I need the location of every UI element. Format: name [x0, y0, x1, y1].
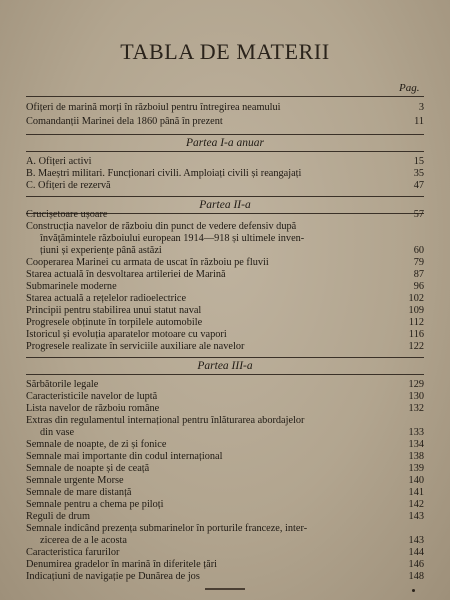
toc-entry: Cooperarea Marinei cu armata de uscat în războiu pe fluvii 79 — [26, 257, 424, 268]
toc-entry: Istoricul și evoluția aparatelor motoare cu vapori 116 — [26, 329, 424, 340]
toc-entry: Progresele realizate în serviciile auxiliare ale navelor 122 — [26, 341, 424, 352]
divider — [26, 134, 424, 135]
toc-entry: Caracteristica farurilor 144 — [26, 547, 424, 558]
toc-entry: Principii pentru stabilirea unui statut naval 109 — [26, 305, 424, 316]
page-title: TABLA DE MATERII — [120, 39, 330, 64]
toc-entry: țiuni și experiențe până astăzi 60 — [40, 245, 424, 256]
divider — [26, 357, 424, 358]
toc-entry: Lista navelor de războiu române 132 — [26, 403, 424, 414]
toc-entry: Extras din regulamentul internațional pentru înlăturarea abordajelor — [26, 415, 305, 426]
toc-entry: Indicațiuni de navigație pe Dunărea de jos 148 — [26, 571, 424, 582]
part-heading: Partea II-a — [199, 199, 251, 211]
toc-entry: zicerea de a le acosta 143 — [40, 535, 424, 546]
toc-entry: Construcția navelor de războiu din punct de vedere defensiv după — [26, 221, 297, 232]
toc-entry: Reguli de drum 143 — [26, 511, 424, 522]
part-heading: Partea I-a anuar — [186, 137, 264, 149]
toc-entry: Starea actuală în desvoltarea artileriei de Marină 87 — [26, 269, 424, 280]
toc-entry: Progresele obținute în torpilele automobile 112 — [26, 317, 424, 328]
part-heading: Partea III-a — [197, 360, 253, 372]
page-column-header: Pag. — [399, 82, 420, 94]
toc-entry: A. Ofițeri activi 15 — [26, 156, 424, 167]
toc-entry: Sărbătorile legale 129 — [26, 379, 424, 390]
toc-entry: Ofițeri de marină morți în războiul pentru întregirea neamului 3 — [26, 102, 424, 113]
divider — [26, 196, 424, 197]
toc-entry: din vase 133 — [40, 427, 424, 438]
toc-entry: Submarinele moderne 96 — [26, 281, 424, 292]
toc-entry: învățămintele războiului european 1914—918 și ultimele inven- — [40, 233, 305, 244]
toc-entry: Semnale urgente Morse 140 — [26, 475, 424, 486]
toc-entry: Caracteristicile navelor de luptă 130 — [26, 391, 424, 402]
divider — [26, 96, 424, 97]
toc-entry: Semnale mai importante din codul internațional 138 — [26, 451, 424, 462]
toc-entry: Starea actuală a rețelelor radioelectrice 102 — [26, 293, 424, 304]
toc-entry: Crucișetoare ușoare 57 — [26, 209, 424, 220]
divider — [26, 151, 424, 152]
toc-entry: Comandanții Marinei dela 1860 până în prezent 11 — [26, 116, 424, 127]
toc-entry: Denumirea gradelor în marină în diferitele țări 146 — [26, 559, 424, 570]
divider — [26, 374, 424, 375]
closing-ornament — [205, 588, 245, 590]
toc-entry: C. Ofițeri de rezervă 47 — [26, 180, 424, 191]
toc-entry: Semnale de mare distanță 141 — [26, 487, 424, 498]
toc-entry: B. Maeștri militari. Funcționari civili. Amploiați civili și reangajați 35 — [26, 168, 424, 179]
print-mark — [412, 589, 415, 592]
toc-entry: Semnale de noapte și de ceață 139 — [26, 463, 424, 474]
toc-entry: Semnale pentru a chema pe piloți 142 — [26, 499, 424, 510]
toc-entry: Semnale indicând prezența submarinelor în porturile franceze, inter- — [26, 523, 308, 534]
toc-entry: Semnale de noapte, de zi și fonice 134 — [26, 439, 424, 450]
